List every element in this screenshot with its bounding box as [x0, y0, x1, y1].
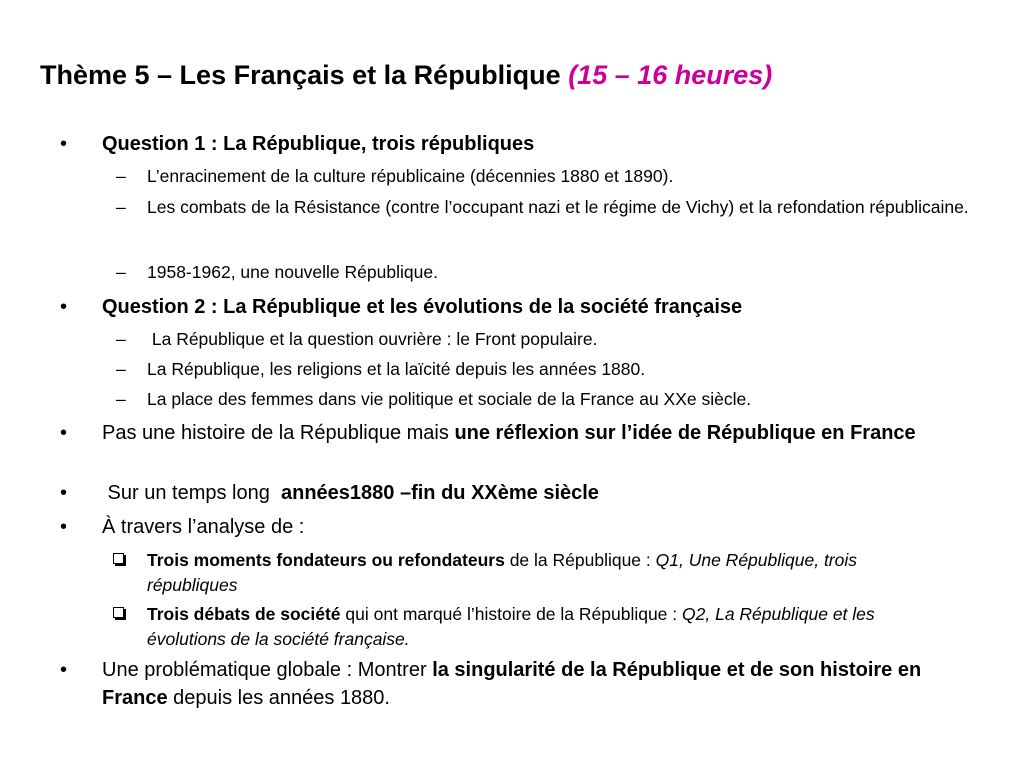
- dash-marker: –: [116, 166, 126, 186]
- debates-bold-text: Trois débats de société: [147, 604, 341, 624]
- question-2-label: Question 2 : La République et les évolutions de la société française: [102, 296, 743, 318]
- title-main: Thème 5 – Les Français et la République: [40, 60, 569, 90]
- bullet-marker: •: [60, 659, 68, 681]
- q2-sub-2-text: La République, les religions et la laïcité depuis les années 1880.: [147, 359, 646, 379]
- checkbox-square-icon: [113, 553, 124, 564]
- title-hours: (15 – 16 heures): [568, 60, 773, 90]
- time-span-normal-text: Sur un temps long: [102, 482, 281, 504]
- analysis-text: À travers l’analyse de :: [102, 516, 305, 538]
- debates-normal-text: qui ont marqué l’histoire de la République :: [340, 604, 683, 624]
- bullet-marker: •: [60, 296, 68, 318]
- idea-bold-text: une réflexion sur l’idée de République en France: [454, 422, 916, 444]
- dash-marker: –: [116, 389, 126, 409]
- bullet-marker: •: [60, 133, 68, 155]
- moments-normal-text: de la République :: [504, 550, 656, 570]
- question-1-label: Question 1 : La République, trois républiques: [102, 133, 535, 155]
- idea-normal-text: Pas une histoire de la République mais: [102, 422, 455, 444]
- slide-title: [40, 58, 1000, 92]
- q2-sub-3-text: La place des femmes dans vie politique et sociale de la France au XXe siècle.: [147, 389, 752, 409]
- q1-sub-1-text: L’enracinement de la culture républicaine (décennies 1880 et 1890).: [147, 166, 674, 186]
- moments-bold-text: Trois moments fondateurs ou refondateurs: [147, 550, 505, 570]
- q1-sub-3-text: 1958-1962, une nouvelle République.: [147, 262, 438, 282]
- idea-of-republic-text: [102, 419, 982, 447]
- bullet-marker: •: [60, 422, 68, 444]
- dash-marker: –: [116, 197, 126, 217]
- problematic-normal-text-2: depuis les années 1880.: [167, 687, 390, 709]
- moments-text: [147, 548, 947, 598]
- dash-marker: –: [116, 329, 126, 349]
- problematic-text: [102, 656, 982, 712]
- q2-sub-1-text: La République et la question ouvrière : le Front populaire.: [147, 329, 598, 349]
- problematic-normal-text-1: Une problématique globale : Montrer: [102, 659, 433, 681]
- debates-text: [147, 602, 947, 652]
- moments-italic-text: Q1, Une République, trois républiques: [147, 550, 858, 595]
- q1-sub-2-text: Les combats de la Résistance (contre l’occupant nazi et le régime de Vichy) et la refondation républicaine.: [147, 197, 969, 217]
- checkbox-square-icon: [113, 607, 124, 618]
- dash-marker: –: [116, 359, 126, 379]
- debates-italic-text: Q2, La République et les évolutions de la société française.: [147, 604, 875, 649]
- dash-marker: –: [116, 262, 126, 282]
- time-span-text: [102, 479, 982, 507]
- time-span-bold-text: années1880 –fin du XXème siècle: [280, 482, 599, 504]
- problematic-bold-text: la singularité de la République et de son histoire en France: [102, 659, 922, 709]
- bullet-marker: •: [60, 482, 68, 504]
- bullet-marker: •: [60, 516, 68, 538]
